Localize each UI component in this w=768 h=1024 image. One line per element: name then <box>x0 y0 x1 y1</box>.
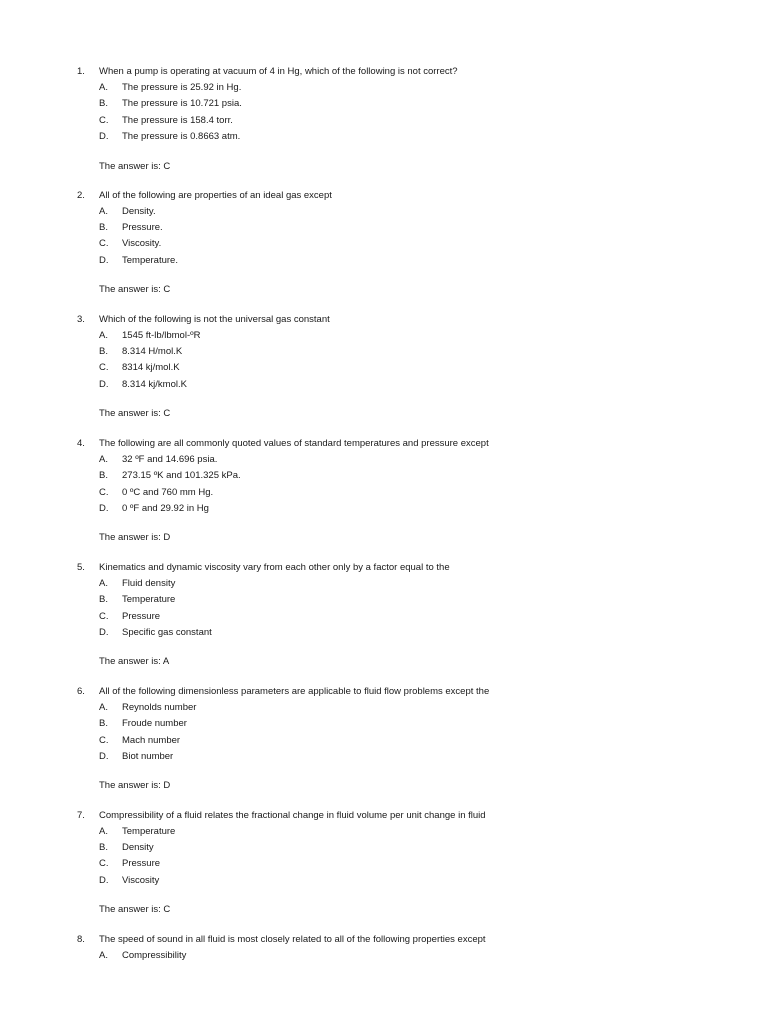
option-text: Temperature <box>122 594 176 605</box>
question-number: 7. <box>77 810 85 821</box>
option-text: 8.314 kj/kmol.K <box>122 379 187 390</box>
option-letter: A. <box>99 578 108 589</box>
option-text: Biot number <box>122 751 174 762</box>
question-number: 8. <box>77 934 85 945</box>
option-text: Pressure <box>122 611 161 622</box>
option-text: 273.15 ºK and 101.325 kPa. <box>122 470 241 481</box>
option-text: Density. <box>122 206 156 217</box>
option-text: 0 ºF and 29.92 in Hg <box>122 503 209 514</box>
answer-line: The answer is: C <box>99 408 171 419</box>
option-letter: C. <box>99 858 109 869</box>
option-letter: C. <box>99 735 109 746</box>
option-text: Mach number <box>122 735 181 746</box>
option-letter: C. <box>99 611 109 622</box>
option-letter: D. <box>99 875 109 886</box>
option-text: 1545 ft-lb/lbmol-ºR <box>122 330 201 341</box>
question-number: 4. <box>77 438 85 449</box>
answer-line: The answer is: D <box>99 532 171 543</box>
option-letter: D. <box>99 379 109 390</box>
question-number: 1. <box>77 66 85 77</box>
option-text: Pressure. <box>122 222 163 233</box>
question-number: 5. <box>77 562 85 573</box>
option-text: 32 ºF and 14.696 psia. <box>122 454 218 465</box>
question-text: Which of the following is not the universal gas constant <box>99 314 330 325</box>
option-letter: D. <box>99 131 109 142</box>
option-letter: A. <box>99 702 108 713</box>
question-text: When a pump is operating at vacuum of 4 in Hg, which of the following is not correct? <box>99 66 458 77</box>
option-text: Froude number <box>122 718 187 729</box>
option-letter: B. <box>99 470 108 481</box>
question-text: All of the following dimensionless parameters are applicable to fluid flow problems except the <box>99 686 490 697</box>
option-letter: D. <box>99 255 109 266</box>
option-text: Density <box>122 842 154 853</box>
question-number: 6. <box>77 686 85 697</box>
option-text: Viscosity. <box>122 238 162 249</box>
option-text: The pressure is 25.92 in Hg. <box>122 82 242 93</box>
question-number: 3. <box>77 314 85 325</box>
answer-line: The answer is: D <box>99 780 171 791</box>
option-letter: A. <box>99 82 108 93</box>
option-letter: C. <box>99 238 109 249</box>
option-text: Viscosity <box>122 875 160 886</box>
option-letter: C. <box>99 487 109 498</box>
option-letter: B. <box>99 98 108 109</box>
option-letter: A. <box>99 206 108 217</box>
option-text: Reynolds number <box>122 702 197 713</box>
option-letter: A. <box>99 330 108 341</box>
option-letter: D. <box>99 751 109 762</box>
option-letter: B. <box>99 842 108 853</box>
answer-line: The answer is: A <box>99 656 170 667</box>
question-text: All of the following are properties of an ideal gas except <box>99 190 332 201</box>
option-letter: B. <box>99 594 108 605</box>
option-letter: C. <box>99 115 109 126</box>
option-text: Pressure <box>122 858 161 869</box>
option-text: Fluid density <box>122 578 176 589</box>
option-text: 0 ºC and 760 mm Hg. <box>122 487 214 498</box>
option-letter: A. <box>99 454 108 465</box>
answer-line: The answer is: C <box>99 161 171 172</box>
question-number: 2. <box>77 190 85 201</box>
answer-line: The answer is: C <box>99 284 171 295</box>
option-text: Temperature <box>122 826 176 837</box>
option-letter: A. <box>99 826 108 837</box>
option-text: 8314 kj/mol.K <box>122 362 180 373</box>
option-letter: B. <box>99 222 108 233</box>
option-text: Temperature. <box>122 255 178 266</box>
option-letter: C. <box>99 362 109 373</box>
option-text: Compressibility <box>122 950 187 961</box>
option-text: The pressure is 0.8663 atm. <box>122 131 241 142</box>
answer-line: The answer is: C <box>99 904 171 915</box>
option-letter: B. <box>99 718 108 729</box>
question-text: The speed of sound in all fluid is most closely related to all of the following properties except <box>99 934 486 945</box>
question-text: Compressibility of a fluid relates the fractional change in fluid volume per unit change in fluid <box>99 810 486 821</box>
option-letter: D. <box>99 627 109 638</box>
option-text: The pressure is 158.4 torr. <box>122 115 233 126</box>
option-text: The pressure is 10.721 psia. <box>122 98 242 109</box>
option-text: 8.314 H/mol.K <box>122 346 183 357</box>
option-letter: D. <box>99 503 109 514</box>
option-letter: A. <box>99 950 108 961</box>
option-text: Specific gas constant <box>122 627 212 638</box>
question-text: Kinematics and dynamic viscosity vary from each other only by a factor equal to the <box>99 562 450 573</box>
option-letter: B. <box>99 346 108 357</box>
question-text: The following are all commonly quoted values of standard temperatures and pressure except <box>99 438 489 449</box>
